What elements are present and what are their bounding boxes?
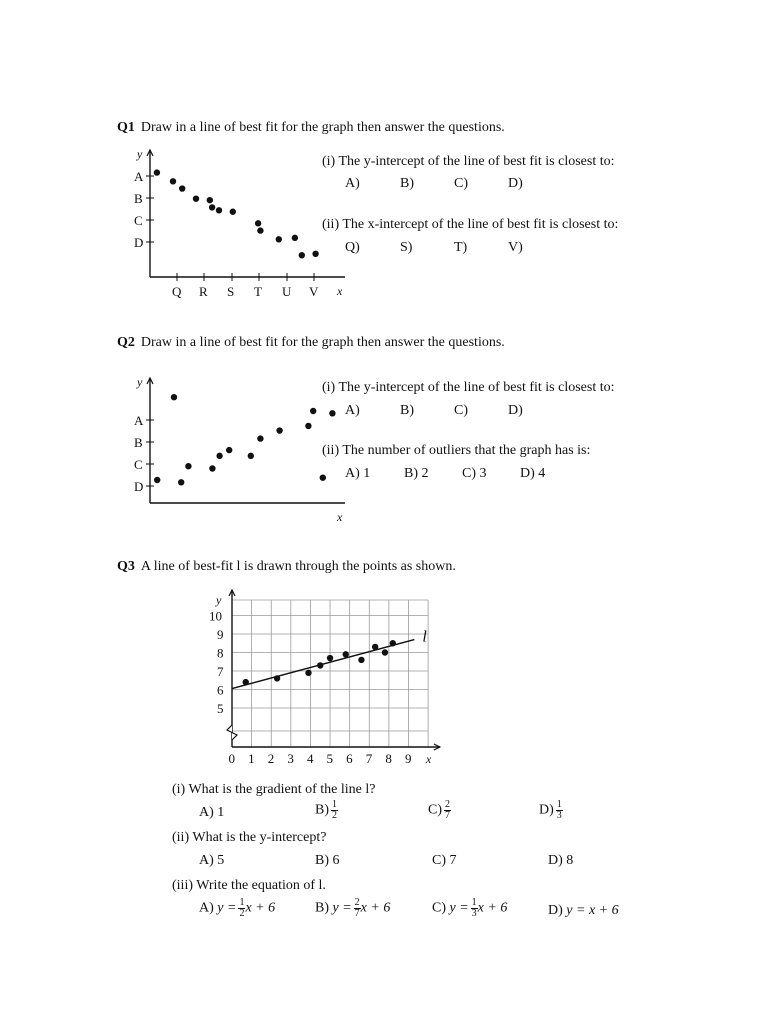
y-tick-label: 10 xyxy=(209,608,222,624)
y-tick-label: A xyxy=(134,413,144,428)
q2-i-option-c[interactable]: C) xyxy=(454,403,468,418)
data-point xyxy=(209,204,215,210)
x-tick-label: V xyxy=(309,284,319,299)
q3-iii-option-d-equation: y = x + 6 xyxy=(566,903,619,918)
q3-i-option-c-label: C) xyxy=(428,802,442,818)
y-tick-label: D xyxy=(134,235,144,250)
data-point xyxy=(179,185,185,191)
y-axis-label: y xyxy=(137,147,143,161)
data-point xyxy=(327,655,333,661)
data-point xyxy=(299,252,305,258)
q2-prompt: Draw in a line of best fit for the graph then answer the questions. xyxy=(140,335,505,350)
q1-ii-option-s[interactable]: S) xyxy=(400,240,413,255)
q3-title xyxy=(117,559,456,575)
data-point xyxy=(216,453,222,459)
x-tick-label: U xyxy=(282,284,292,299)
q3-iii-option-b-rhs: x + 6 xyxy=(360,900,391,916)
q3-iii-option-c-fraction xyxy=(471,898,478,919)
q2-ii-option-c[interactable]: C) 3 xyxy=(462,466,487,481)
y-tick-label: 6 xyxy=(217,682,224,698)
best-fit-line xyxy=(232,640,414,689)
fraction-denominator: 2 xyxy=(239,908,245,919)
x-tick-label: 3 xyxy=(287,751,294,766)
data-point xyxy=(257,227,263,233)
data-point xyxy=(372,644,378,650)
q1-ii-option-q[interactable]: Q) xyxy=(345,240,360,255)
q3-i-option-b-fraction xyxy=(331,800,338,821)
data-point xyxy=(226,447,232,453)
q2-part-ii: (ii) The number of outliers that the graph has is: xyxy=(322,443,591,458)
q3-iii-option-a[interactable] xyxy=(199,898,275,919)
data-point xyxy=(382,649,388,655)
x-tick-label: 9 xyxy=(404,751,412,766)
fraction-numerator: 1 xyxy=(556,799,562,810)
x-axis-label: x xyxy=(337,510,343,524)
x-tick-label: 7 xyxy=(365,751,373,766)
q2-part-i: (i) The y-intercept of the line of best fit is closest to: xyxy=(322,380,615,395)
q3-i-option-b-label: B) xyxy=(315,802,329,818)
q2-ii-option-d[interactable]: D) 4 xyxy=(520,466,546,481)
data-point xyxy=(154,169,160,175)
q1-ii-option-v[interactable]: V) xyxy=(508,240,523,255)
fraction-numerator: 2 xyxy=(445,799,450,810)
q1-i-option-d[interactable]: D) xyxy=(508,176,523,191)
q3-ii-option-a[interactable]: A) 5 xyxy=(199,853,225,868)
data-point xyxy=(185,463,191,469)
data-point xyxy=(305,423,311,429)
y-tick-label: B xyxy=(134,435,143,450)
q1-part-i: (i) The y-intercept of the line of best fit is closest to: xyxy=(322,154,615,169)
data-point xyxy=(292,235,298,241)
q2-number: Q2 xyxy=(117,335,135,350)
x-tick-label: 1 xyxy=(248,751,255,766)
data-point xyxy=(170,178,176,184)
q3-iii-option-a-lhs: y = xyxy=(217,900,237,916)
q2-i-option-a[interactable]: A) xyxy=(345,403,360,418)
data-point xyxy=(207,197,213,203)
q3-i-option-c[interactable] xyxy=(428,800,451,821)
q3-number: Q3 xyxy=(117,559,135,574)
data-point xyxy=(248,453,254,459)
q3-ii-option-c[interactable]: C) 7 xyxy=(432,853,457,868)
y-axis-label: y xyxy=(137,375,143,389)
q3-i-option-d-label: D) xyxy=(539,802,554,818)
fraction-denominator: 3 xyxy=(471,908,477,919)
y-tick-label: A xyxy=(134,169,144,184)
x-tick-label: 4 xyxy=(306,751,314,766)
q2-ii-option-a[interactable]: A) 1 xyxy=(345,466,371,481)
q3-part-iii: (iii) Write the equation of l. xyxy=(172,878,326,893)
q1-ii-option-t[interactable]: T) xyxy=(454,240,468,255)
data-point xyxy=(243,679,249,685)
q1-i-option-c[interactable]: C) xyxy=(454,176,468,191)
data-point xyxy=(276,427,282,433)
x-tick-label: 0 xyxy=(228,751,235,766)
q3-iii-option-b-lhs: y = xyxy=(332,900,352,916)
x-tick-label: T xyxy=(254,284,262,299)
data-point xyxy=(329,410,335,416)
q3-iii-option-a-label: A) xyxy=(199,900,214,916)
q1-part-ii: (ii) The x-intercept of the line of best fit is closest to: xyxy=(322,217,619,232)
data-point xyxy=(216,207,222,213)
q1-number: Q1 xyxy=(117,120,135,135)
x-tick-label: Q xyxy=(172,284,182,299)
data-point xyxy=(317,662,323,668)
q1-title xyxy=(117,120,505,136)
q2-ii-option-b[interactable]: B) 2 xyxy=(404,466,429,481)
q3-iii-option-b-fraction xyxy=(354,898,361,919)
q3-i-option-a[interactable]: A) 1 xyxy=(199,805,225,820)
q3-ii-option-b[interactable]: B) 6 xyxy=(315,853,340,868)
q1-i-option-b[interactable]: B) xyxy=(400,176,414,191)
q2-title xyxy=(117,335,505,351)
q3-iii-option-b[interactable] xyxy=(315,898,390,919)
data-point xyxy=(305,670,311,676)
q2-i-option-b[interactable]: B) xyxy=(400,403,414,418)
q2-i-option-d[interactable]: D) xyxy=(508,403,523,418)
q3-iii-option-d[interactable] xyxy=(548,903,619,919)
y-tick-label: 8 xyxy=(217,645,224,661)
data-point xyxy=(255,220,261,226)
q2-scatter-graph xyxy=(120,370,350,530)
data-point xyxy=(274,675,280,681)
x-tick-label: 2 xyxy=(267,751,275,766)
fraction-denominator: 7 xyxy=(354,908,360,919)
data-point xyxy=(193,196,199,202)
data-point xyxy=(312,251,318,257)
q3-part-i: (i) What is the gradient of the line l? xyxy=(172,782,376,797)
q3-iii-option-b-label: B) xyxy=(315,900,329,916)
q3-iii-option-c[interactable] xyxy=(432,898,507,919)
x-axis-label: x xyxy=(425,752,432,766)
data-point xyxy=(178,479,184,485)
y-tick-label: 5 xyxy=(217,701,224,716)
q3-line-graph xyxy=(200,590,440,770)
q3-i-option-c-fraction xyxy=(444,800,451,821)
q3-i-option-b[interactable] xyxy=(315,800,338,821)
q3-part-ii: (ii) What is the y-intercept? xyxy=(172,830,327,845)
fraction-denominator: 2 xyxy=(332,810,337,821)
q3-i-option-d[interactable] xyxy=(539,800,563,821)
data-point xyxy=(343,651,349,657)
data-point xyxy=(209,465,215,471)
fraction-denominator: 3 xyxy=(556,810,562,821)
data-point xyxy=(358,657,364,663)
data-point xyxy=(257,435,263,441)
data-point xyxy=(154,477,160,483)
x-tick-label: 6 xyxy=(346,751,353,766)
q3-iii-option-c-rhs: x + 6 xyxy=(477,900,508,916)
y-tick-label: 9 xyxy=(217,627,224,642)
q1-scatter-graph xyxy=(120,142,350,302)
data-point xyxy=(390,640,396,646)
x-tick-label: S xyxy=(227,284,235,299)
q3-iii-option-c-lhs: y = xyxy=(449,900,469,916)
data-point xyxy=(320,475,326,481)
q1-prompt: Draw in a line of best fit for the graph then answer the questions. xyxy=(140,120,505,135)
x-tick-label: 5 xyxy=(326,751,334,766)
y-axis-label: y xyxy=(216,593,222,607)
fraction-numerator: 1 xyxy=(332,799,337,810)
y-tick-label: C xyxy=(134,457,143,472)
fraction-numerator: 1 xyxy=(471,897,477,908)
data-point xyxy=(276,236,282,242)
y-tick-label: 7 xyxy=(217,664,224,679)
x-axis-label: x xyxy=(337,284,343,298)
q3-ii-option-d[interactable]: D) 8 xyxy=(548,853,574,868)
x-tick-label: R xyxy=(199,284,208,299)
fraction-numerator: 1 xyxy=(239,897,245,908)
axis-break-icon xyxy=(227,725,237,740)
y-tick-label: B xyxy=(134,191,143,206)
y-tick-label: C xyxy=(134,213,143,228)
data-point xyxy=(230,209,236,215)
fraction-numerator: 2 xyxy=(354,897,360,908)
line-label: l xyxy=(422,628,427,646)
q3-iii-option-a-rhs: x + 6 xyxy=(245,900,276,916)
x-tick-label: 8 xyxy=(385,751,392,766)
q3-prompt: A line of best-fit l is drawn through the points as shown. xyxy=(140,559,456,574)
q3-iii-option-c-label: C) xyxy=(432,900,446,916)
q3-iii-option-d-label: D) xyxy=(548,903,563,918)
y-tick-label: D xyxy=(134,479,144,494)
q3-i-option-d-fraction xyxy=(556,800,563,821)
fraction-denominator: 7 xyxy=(445,810,450,821)
data-point xyxy=(310,408,316,414)
data-point xyxy=(171,394,177,400)
q1-i-option-a[interactable]: A) xyxy=(345,176,360,191)
